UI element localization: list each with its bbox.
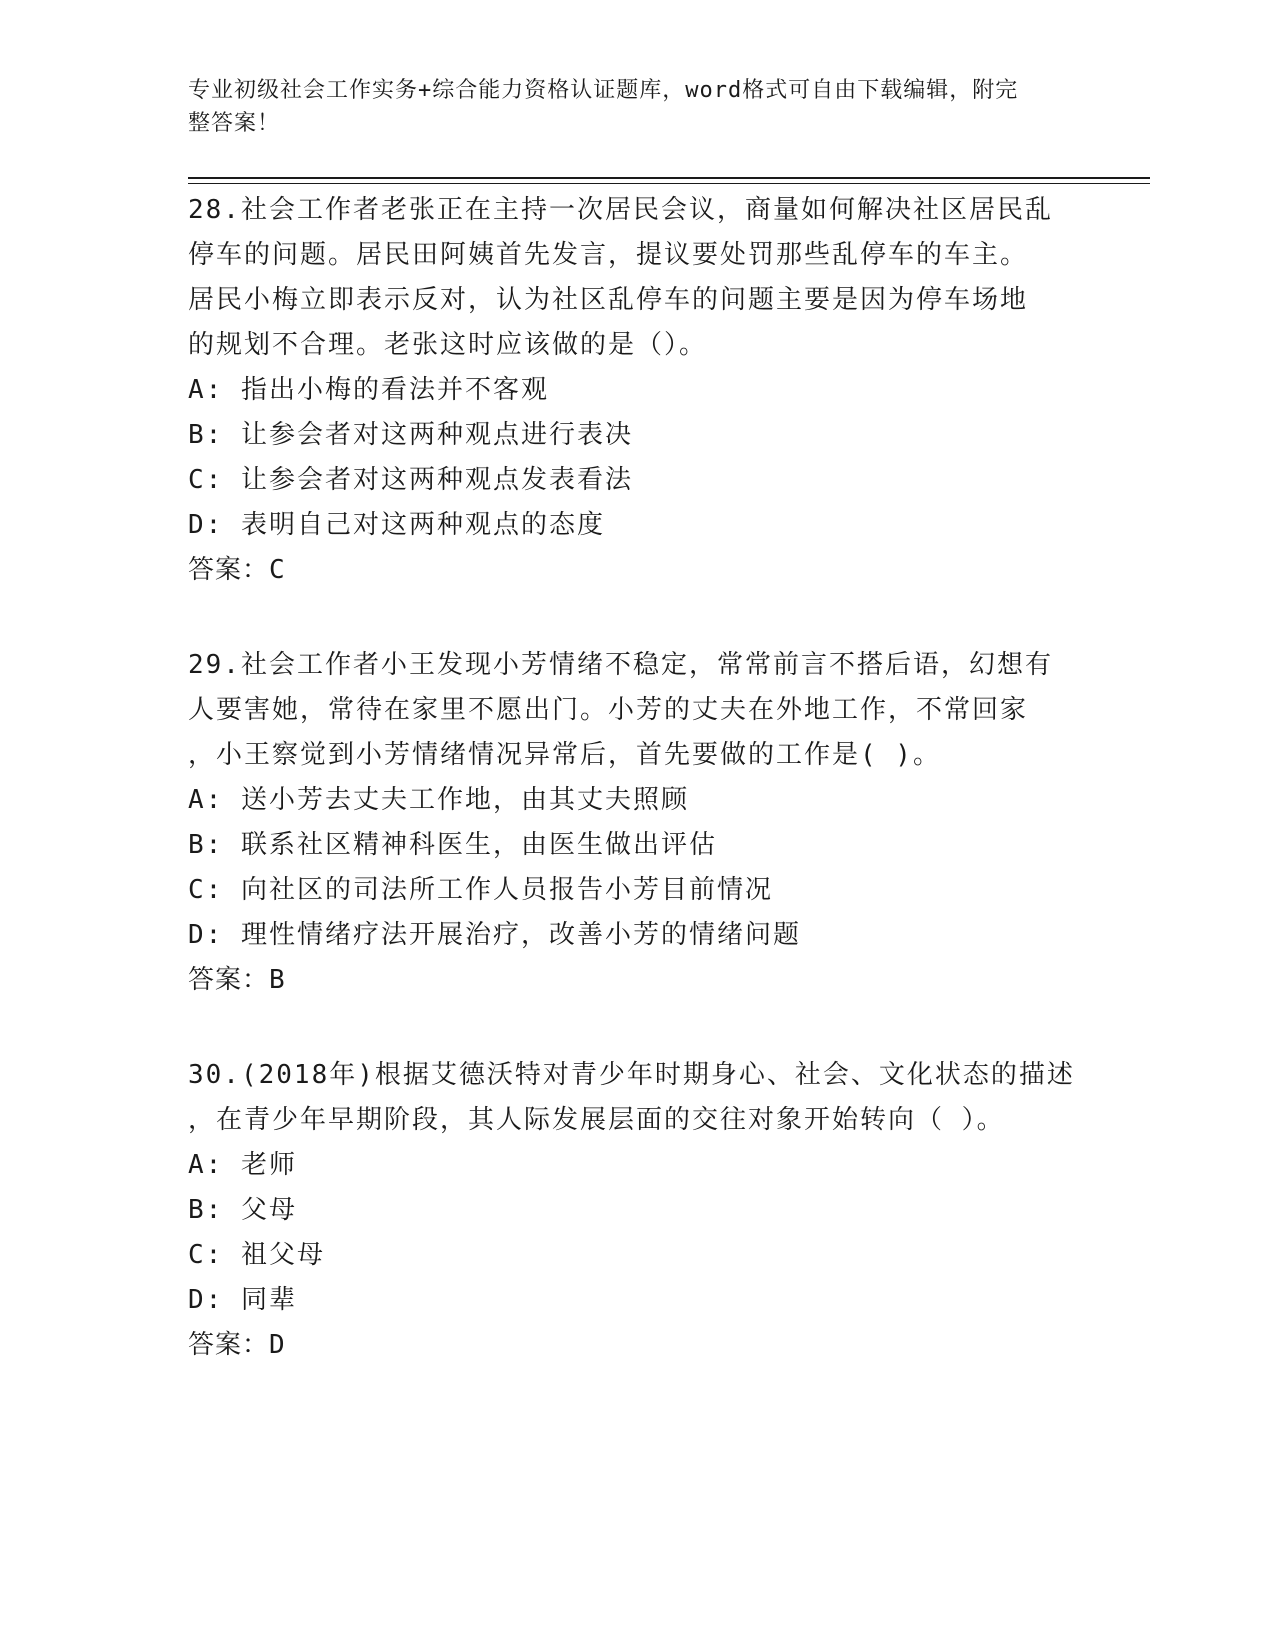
header-line-2: 整答案！ (188, 111, 281, 136)
question-text: 停车的问题。居民田阿姨首先发言，提议要处罚那些乱停车的车主。 (188, 240, 1029, 270)
option-c: C: 向社区的司法所工作人员报告小芳目前情况 (188, 875, 773, 905)
question-text: 的规划不合理。老张这时应该做的是（）。 (188, 330, 708, 360)
question-text: 人要害她，常待在家里不愿出门。小芳的丈夫在外地工作，不常回家 (188, 695, 1029, 725)
header-divider-thin (188, 183, 1150, 184)
option-a: A: 送小芳去丈夫工作地，由其丈夫照顾 (188, 785, 689, 815)
option-a: A: 指出小梅的看法并不客观 (188, 375, 549, 405)
question-30 (188, 1053, 1088, 1368)
question-text: 29.社会工作者小王发现小芳情绪不稳定，常常前言不搭后语，幻想有 (188, 650, 1053, 680)
answer: 答案：B (188, 965, 286, 995)
question-list (188, 188, 1088, 1418)
option-c: C: 祖父母 (188, 1240, 325, 1270)
option-a: A: 老师 (188, 1150, 297, 1180)
option-d: D: 理性情绪疗法开展治疗，改善小芳的情绪问题 (188, 920, 801, 950)
option-b: B: 联系社区精神科医生，由医生做出评估 (188, 830, 717, 860)
header-divider-thick (188, 177, 1150, 179)
option-b: B: 让参会者对这两种观点进行表决 (188, 420, 633, 450)
question-text: 居民小梅立即表示反对，认为社区乱停车的问题主要是因为停车场地 (188, 285, 1029, 315)
option-d: D: 同辈 (188, 1285, 297, 1315)
answer: 答案：D (188, 1330, 286, 1360)
page-header (188, 74, 1088, 140)
question-text: 28.社会工作者老张正在主持一次居民会议，商量如何解决社区居民乱 (188, 195, 1053, 225)
answer: 答案：C (188, 555, 286, 585)
option-c: C: 让参会者对这两种观点发表看法 (188, 465, 633, 495)
question-text: ，在青少年早期阶段，其人际发展层面的交往对象开始转向（ ）。 (188, 1105, 1005, 1135)
option-d: D: 表明自己对这两种观点的态度 (188, 510, 605, 540)
question-28 (188, 188, 1088, 593)
question-text: ，小王察觉到小芳情绪情况异常后，首先要做的工作是( )。 (188, 740, 941, 770)
question-text: 30.(2018年)根据艾德沃特对青少年时期身心、社会、文化状态的描述 (188, 1060, 1075, 1090)
header-line-1: 专业初级社会工作实务+综合能力资格认证题库，word格式可自由下载编辑，附完 (188, 78, 1019, 103)
option-b: B: 父母 (188, 1195, 297, 1225)
question-29 (188, 643, 1088, 1003)
